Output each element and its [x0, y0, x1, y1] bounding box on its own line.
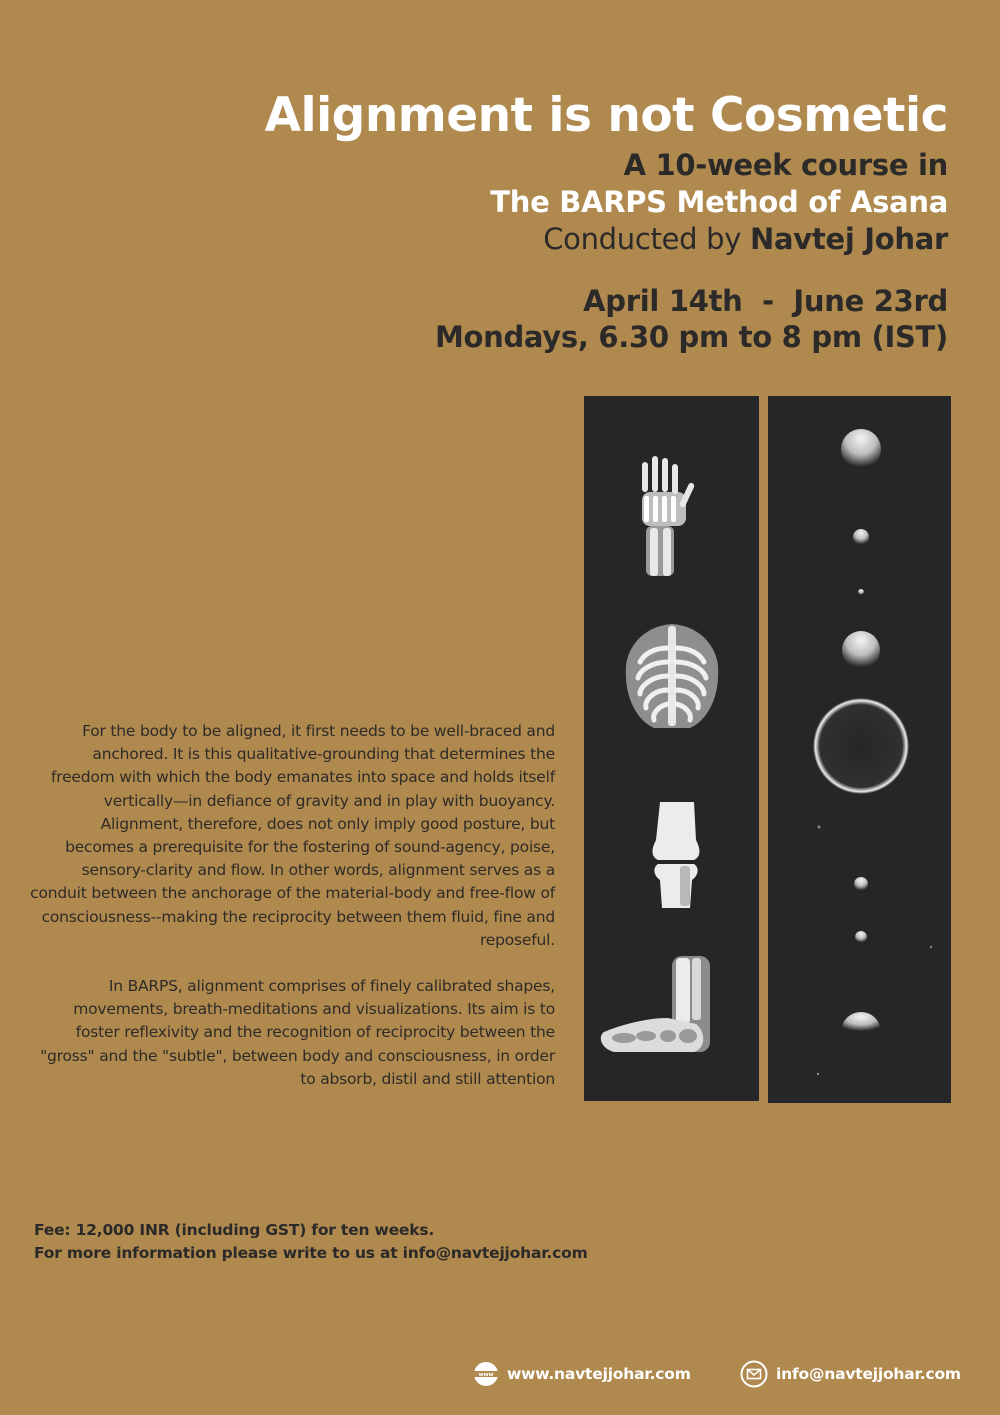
spheres-panel: [768, 396, 951, 1103]
website-link[interactable]: [473, 1359, 691, 1389]
hand-bones-icon: [642, 456, 695, 576]
description-paragraph-2: In BARPS, alignment comprises of finely calibrated shapes, movements, breath-meditations and visualizations. Its aim is to foster reflexivity and the recognition of reciprocity between the "gross" and the "subtle", between body and consciousness, in order to absorb, distil and still attention: [40, 977, 555, 1088]
ribcage-icon: [626, 624, 718, 728]
course-dates: April 14th - June 23rd: [583, 284, 948, 318]
svg-text:www: www: [478, 1372, 494, 1378]
description-paragraph-1: For the body to be aligned, it first needs to be well-braced and anchored. It is this qualitative-grounding that determines the freedom with which the body emanates into space and holds itself vertically—in defiance of gravity and in play with buoyancy. Alignment, therefore, does not only imply good posture, but becomes a prerequisite for the fostering of sound-agency, poise, sensory-clarity and flow. In other words, alignment serves as a conduit between the anchorage of the material-body and free-flow of consciousness--making the reciprocity between them fluid, fine and reposeful.: [30, 722, 555, 949]
fee-info: [34, 1219, 588, 1265]
knee-joint-icon: [653, 802, 700, 908]
email-link[interactable]: [740, 1359, 961, 1389]
email-text[interactable]: info@navtejjohar.com: [776, 1365, 961, 1383]
instructor-line: [543, 222, 948, 256]
instructor-name: Navtej Johar: [750, 222, 948, 256]
mail-icon: [740, 1360, 768, 1388]
spheres-illustration: [813, 429, 932, 1075]
foot-bones-icon: [601, 956, 710, 1052]
course-description: [30, 720, 555, 1114]
globe-icon: [473, 1361, 499, 1387]
course-time: Mondays, 6.30 pm to 8 pm (IST): [434, 320, 948, 354]
conducted-prefix: Conducted by: [543, 222, 751, 256]
page-title: Alignment is not Cosmetic: [264, 88, 948, 143]
website-text[interactable]: www.navtejjohar.com: [507, 1365, 691, 1383]
xray-panel: [584, 396, 759, 1101]
method-name: The BARPS Method of Asana: [490, 185, 948, 219]
fee-line: Fee: 12,000 INR (including GST) for ten weeks.: [34, 1221, 435, 1239]
contact-line: For more information please write to us at info@navtejjohar.com: [34, 1244, 588, 1262]
course-subtitle: A 10-week course in: [623, 148, 948, 182]
schedule-block: [435, 283, 948, 355]
